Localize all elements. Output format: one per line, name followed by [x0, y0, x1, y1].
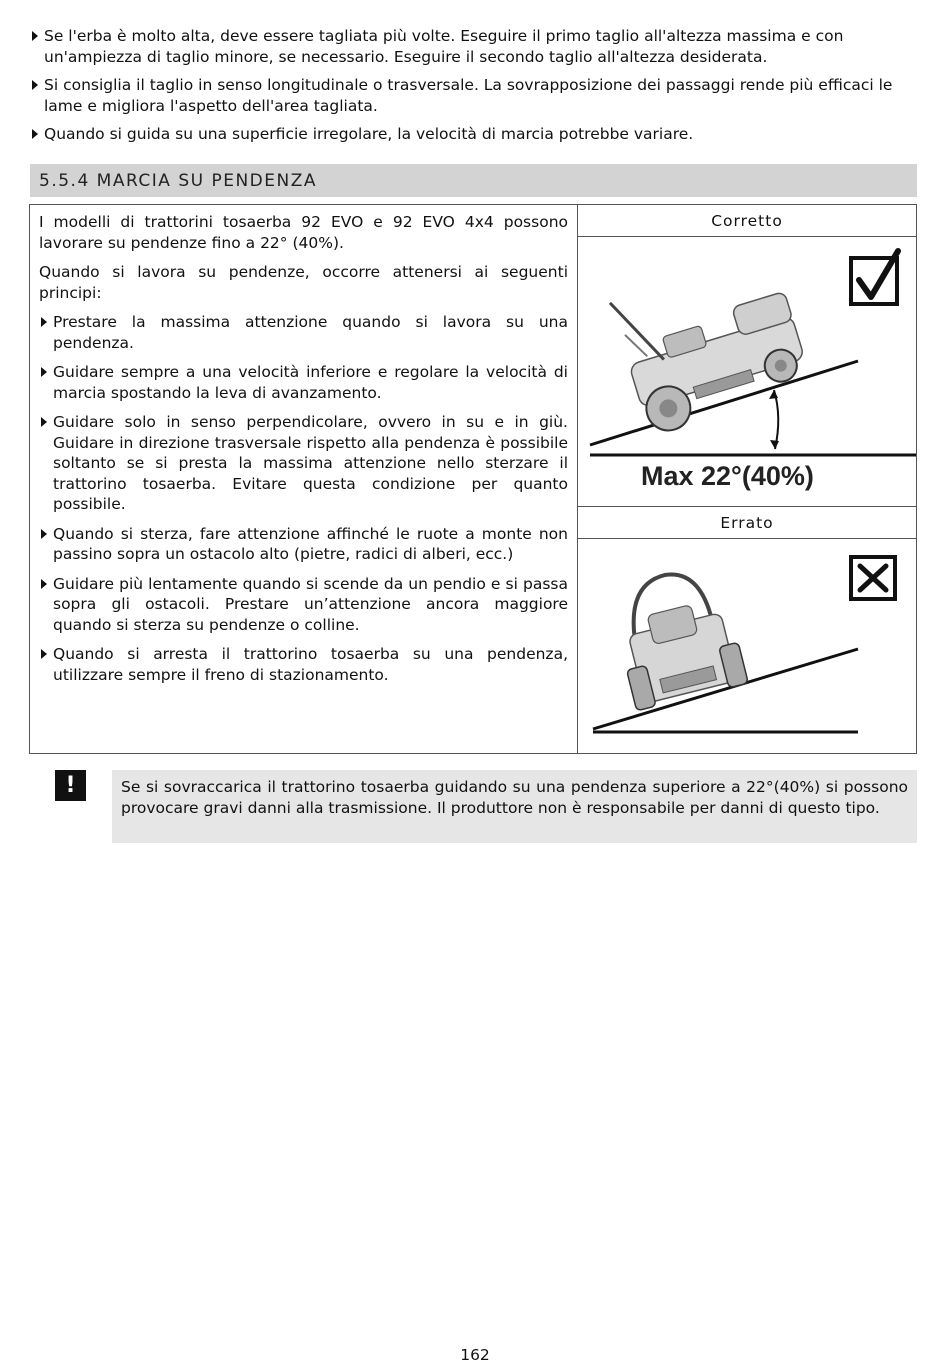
list-item: Si consiglia il taglio in senso longitudinale o trasversale. La sovrapposizione dei passaggi rende più efficaci le lame e migliora l'aspetto dell'area tagliata. [30, 75, 920, 116]
list-item: Prestare la massima attenzione quando si lavora su una pendenza. [39, 312, 568, 353]
list-item: Quando si sterza, fare attenzione affinché le ruote a monte non passino sopra un ostacolo alto (pietre, radici di alberi, ecc.) [39, 524, 568, 565]
list-item: Guidare più lentamente quando si scende da un pendio e si passa sopra gli ostacoli. Prestare un’attenzione ancora maggiore quando si sterza su pendenze o colline. [39, 574, 568, 636]
wrong-label: Errato [578, 506, 916, 539]
list-item: Se l'erba è molto alta, deve essere tagliata più volte. Eseguire il primo taglio all'altezza massima e con un'ampiezza di taglio minore, se necessario. Eseguire il secondo taglio all'altezza desiderata. [30, 26, 920, 67]
max-slope-caption: Max 22°(40%) [641, 461, 814, 491]
intro-paragraph: I modelli di trattorini tosaerba 92 EVO e 92 EVO 4x4 possono lavorare su pendenze fino a 22° (40%). [39, 213, 568, 252]
slope-table [29, 204, 917, 754]
correct-label: Corretto [578, 205, 916, 237]
top-bullet-list [30, 26, 920, 153]
warning-icon: ! [55, 770, 86, 801]
warning-note: Se si sovraccarica il trattorino tosaerba guidando su una pendenza superiore a 22°(40%) si possono provocare gravi danni alla trasmissione. Il produttore non è responsabile per danni di questo tipo. [112, 770, 917, 843]
list-item: Quando si guida su una superficie irregolare, la velocità di marcia potrebbe variare. [30, 124, 920, 145]
correct-slope-illustration [578, 237, 916, 506]
cross-icon [851, 557, 895, 599]
list-item: Guidare sempre a una velocità inferiore e regolare la velocità di marcia spostando la leva di avanzamento. [39, 362, 568, 403]
tractor-icon [610, 253, 814, 437]
principles-intro: Quando si lavora su pendenze, occorre attenersi ai seguenti principi: [39, 263, 568, 302]
slope-figures [578, 205, 916, 753]
wrong-slope-illustration [578, 539, 916, 753]
page-number: 162 [460, 1346, 490, 1364]
checkmark-icon [851, 251, 898, 304]
slope-instructions [30, 205, 578, 753]
list-item: Guidare solo in senso perpendicolare, ovvero in su e in giù. Guidare in direzione trasversale rispetto alla pendenza è possibile soltanto se si presta la massima attenzione nello sterzare il trattorino tosaerba. Evitare questa condizione per quanto possibile. [39, 412, 568, 515]
list-item: Quando si arresta il trattorino tosaerba su una pendenza, utilizzare sempre il freno di stazionamento. [39, 644, 568, 685]
section-title: 5.5.4 MARCIA SU PENDENZA [30, 164, 917, 197]
